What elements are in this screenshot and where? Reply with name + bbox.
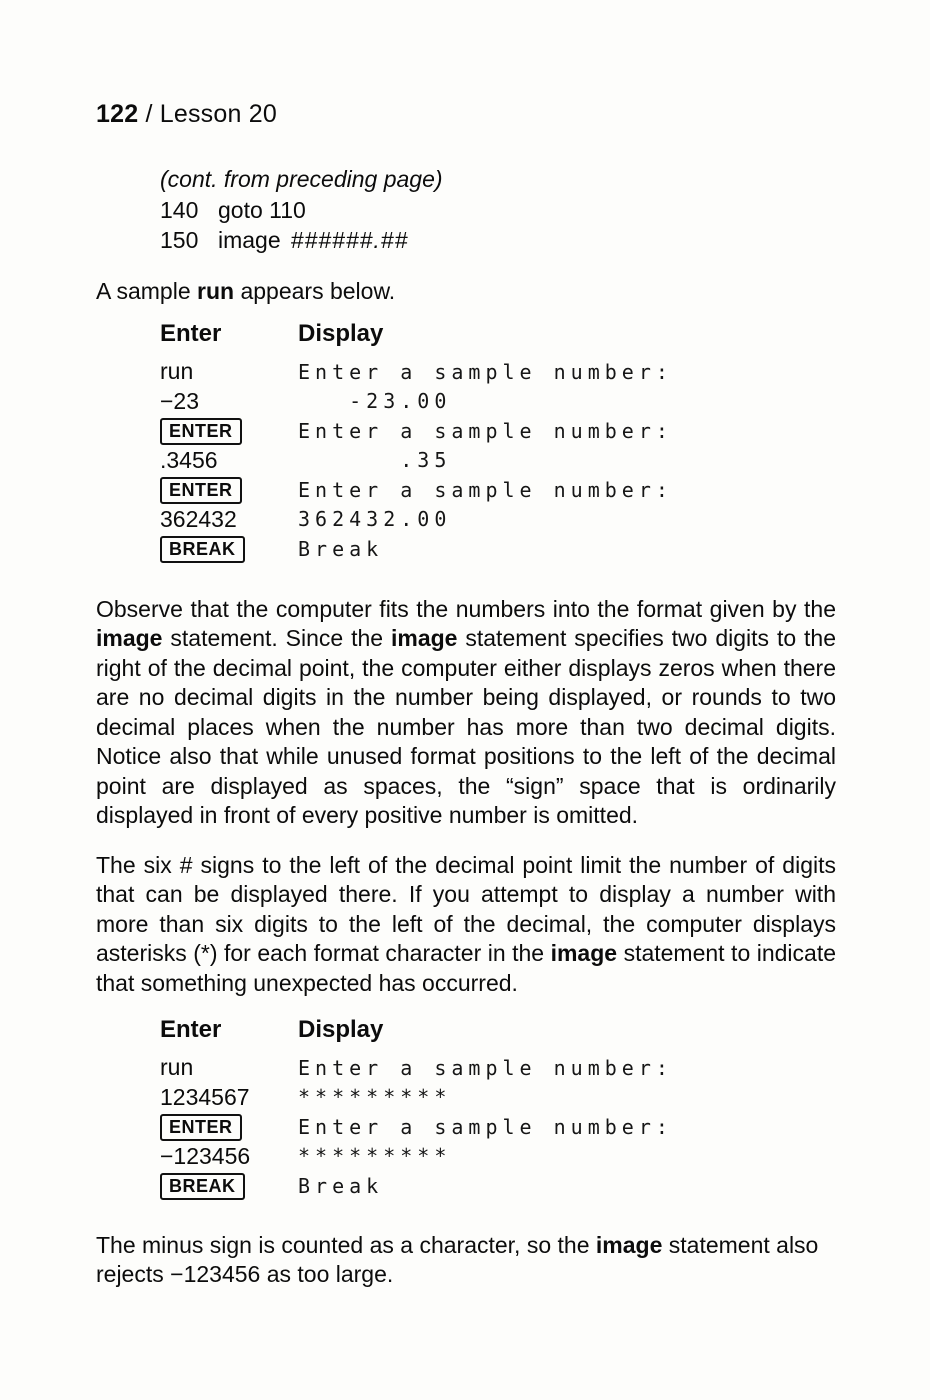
display-value: Break: [298, 1173, 384, 1198]
paragraph-text: The six # signs to the left of the decimal point limit the number of digits that can be displayed there. If you attempt to display a number with more than six digits to the left of the decimal, the computer displays asterisks (*) for each format character in the: [96, 851, 836, 966]
display-value: *********: [298, 1144, 452, 1169]
enter-value: −123456: [160, 1142, 251, 1169]
display-value: Enter a sample number:: [298, 359, 673, 384]
running-head: [96, 100, 836, 128]
paragraph-text: Observe that the computer fits the numbers into the format given by the: [96, 595, 836, 622]
enter-cell: [160, 416, 298, 445]
page-number: 122: [96, 100, 139, 128]
enter-value: 1234567: [160, 1083, 250, 1110]
intro-bold-run: run: [197, 277, 235, 304]
enter-key: ENTER: [160, 418, 242, 445]
intro-text: A sample: [96, 277, 197, 304]
paragraph-minus-sign: [96, 1231, 836, 1290]
display-value: Break: [298, 536, 384, 561]
table-header: [160, 319, 836, 348]
image-keyword: image: [595, 1231, 663, 1258]
enter-column-header: Enter: [160, 320, 222, 347]
chapter-title: / Lesson 20: [138, 100, 277, 128]
enter-value: 362432: [160, 505, 237, 532]
table-row: [160, 357, 836, 387]
intro-text: appears below.: [234, 277, 396, 304]
display-value: 362432.00: [298, 507, 452, 532]
continuation-note: (cont. from preceding page): [160, 166, 443, 192]
display-column-header: Display: [298, 1016, 384, 1043]
paragraph-text: The minus sign is counted as a character, so the: [96, 1231, 596, 1258]
table-row: [160, 1142, 836, 1172]
table-row: [160, 416, 836, 446]
code-line-140: [160, 195, 836, 226]
break-key: BREAK: [160, 1173, 245, 1200]
image-format-string: ######.##: [290, 227, 409, 253]
enter-cell: [160, 534, 298, 563]
enter-value: run: [160, 1054, 194, 1081]
line-number: 140: [160, 196, 199, 223]
paragraph-text: statement. Since the: [162, 625, 391, 651]
code-text: image: [218, 227, 281, 253]
display-column-header: Display: [298, 320, 384, 347]
table-row: [160, 446, 836, 476]
enter-value: .3456: [160, 446, 218, 473]
image-keyword: image: [550, 940, 618, 966]
display-value: .35: [298, 448, 452, 473]
display-value: Enter a sample number:: [298, 1055, 673, 1080]
display-value: Enter a sample number:: [298, 1114, 673, 1139]
enter-value: −23: [160, 387, 200, 414]
enter-key: ENTER: [160, 477, 242, 504]
table-row: [160, 534, 836, 564]
sample-run-intro: [96, 277, 836, 307]
break-key: BREAK: [160, 536, 245, 563]
table-row: [160, 387, 836, 417]
enter-key: ENTER: [160, 1114, 242, 1141]
code-line-150: [160, 225, 836, 256]
table-row: [160, 1171, 836, 1201]
enter-cell: [160, 1112, 298, 1141]
display-value: -23.00: [298, 389, 452, 414]
display-value: *********: [298, 1085, 452, 1110]
paragraph-text: statement to indicate that something unexpected has occurred.: [96, 940, 837, 996]
paragraph-six-signs: [96, 851, 836, 999]
program-listing: [160, 164, 836, 256]
table-row: [160, 505, 836, 535]
paragraph-text: statement also rejects −123456 as too large.: [96, 1231, 819, 1287]
sample-run-table-1: [160, 319, 836, 564]
table-row: [160, 1112, 836, 1142]
paragraph-text: statement specifies two digits to the right of the decimal point, the computer either displays zeros when there are no decimal digits in the number being displayed, or rounds to two decimal places when the number has more than two decimal digits. Notice also that while unused format positions to the left of the decimal point are displayed as spaces, the “sign” space that is ordinarily displayed in front of every positive number is omitted.: [96, 625, 836, 828]
sample-run-table-2: [160, 1015, 836, 1201]
table-row: [160, 475, 836, 505]
table-row: [160, 1053, 836, 1083]
enter-cell: [160, 1171, 298, 1200]
image-keyword: image: [96, 625, 163, 651]
table-header: [160, 1015, 836, 1044]
line-number: 150: [160, 227, 199, 253]
display-value: Enter a sample number:: [298, 418, 673, 443]
paragraph-observe: [96, 595, 836, 831]
enter-value: run: [160, 358, 194, 385]
display-value: Enter a sample number:: [298, 477, 673, 502]
image-keyword: image: [390, 625, 458, 651]
table-row: [160, 1083, 836, 1113]
enter-cell: [160, 475, 298, 504]
code-text: goto 110: [218, 196, 306, 223]
enter-column-header: Enter: [160, 1016, 222, 1043]
